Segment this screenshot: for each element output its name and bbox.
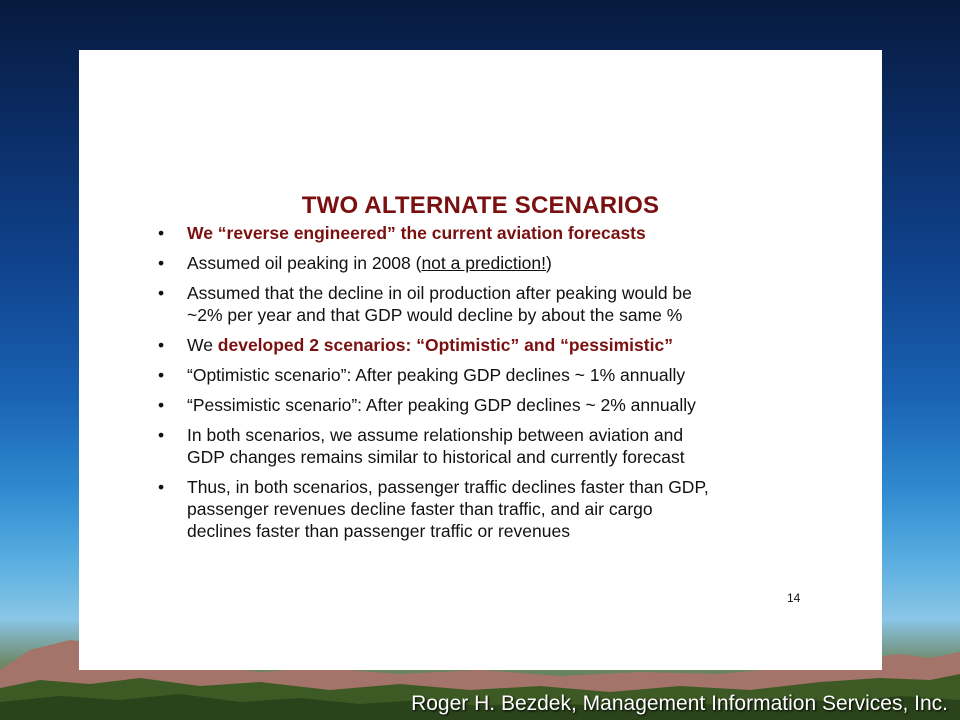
bullet-text: declines faster than passenger traffic or revenues (187, 521, 570, 541)
bullet-underlined-text: not a prediction! (421, 253, 546, 273)
bullet-item (156, 334, 806, 356)
bullet-item (156, 476, 806, 542)
page-number: 14 (787, 591, 801, 605)
bullet-text: Assumed that the decline in oil production after peaking would be (187, 283, 692, 303)
presenter-credit: Roger H. Bezdek, Management Information Services, Inc. (411, 692, 948, 715)
bullet-text: Thus, in both scenarios, passenger traffic declines faster than GDP, (187, 477, 709, 497)
bullet-item (156, 222, 806, 244)
bullet-marker: • (158, 335, 165, 355)
bullet-item (156, 424, 806, 468)
bullet-marker: • (158, 425, 165, 445)
bullet-item (156, 364, 806, 386)
bullet-text: ~2% per year and that GDP would decline by about the same % (187, 305, 683, 325)
slide-panel (79, 50, 882, 670)
bullet-item (156, 394, 806, 416)
slide-title: TWO ALTERNATE SCENARIOS (301, 192, 660, 219)
bullet-text: “Pessimistic scenario”: After peaking GDP declines ~ 2% annually (187, 395, 696, 415)
bullet-text: passenger revenues decline faster than traffic, and air cargo (187, 499, 653, 519)
bullet-text: ) (545, 253, 552, 273)
bullet-text: GDP changes remains similar to historical and currently forecast (187, 447, 685, 467)
bullet-marker: • (158, 283, 165, 303)
bullet-item (156, 252, 806, 274)
bullet-text: In both scenarios, we assume relationship between aviation and (187, 425, 684, 445)
bullet-text: We “reverse engineered” the current aviation forecasts (187, 223, 646, 243)
bullet-text: We (187, 335, 218, 355)
bullet-list (156, 222, 806, 550)
bullet-marker: • (158, 477, 165, 497)
bullet-marker: • (158, 223, 165, 243)
bullet-bold-text: developed 2 scenarios: “Optimistic” and “pessimistic” (217, 335, 673, 355)
bullet-marker: • (158, 365, 165, 385)
bullet-marker: • (158, 395, 165, 415)
bullet-text: Assumed oil peaking in 2008 ( (187, 253, 422, 273)
bullet-item (156, 282, 806, 326)
bullet-text: “Optimistic scenario”: After peaking GDP declines ~ 1% annually (187, 365, 686, 385)
bullet-marker: • (158, 253, 165, 273)
